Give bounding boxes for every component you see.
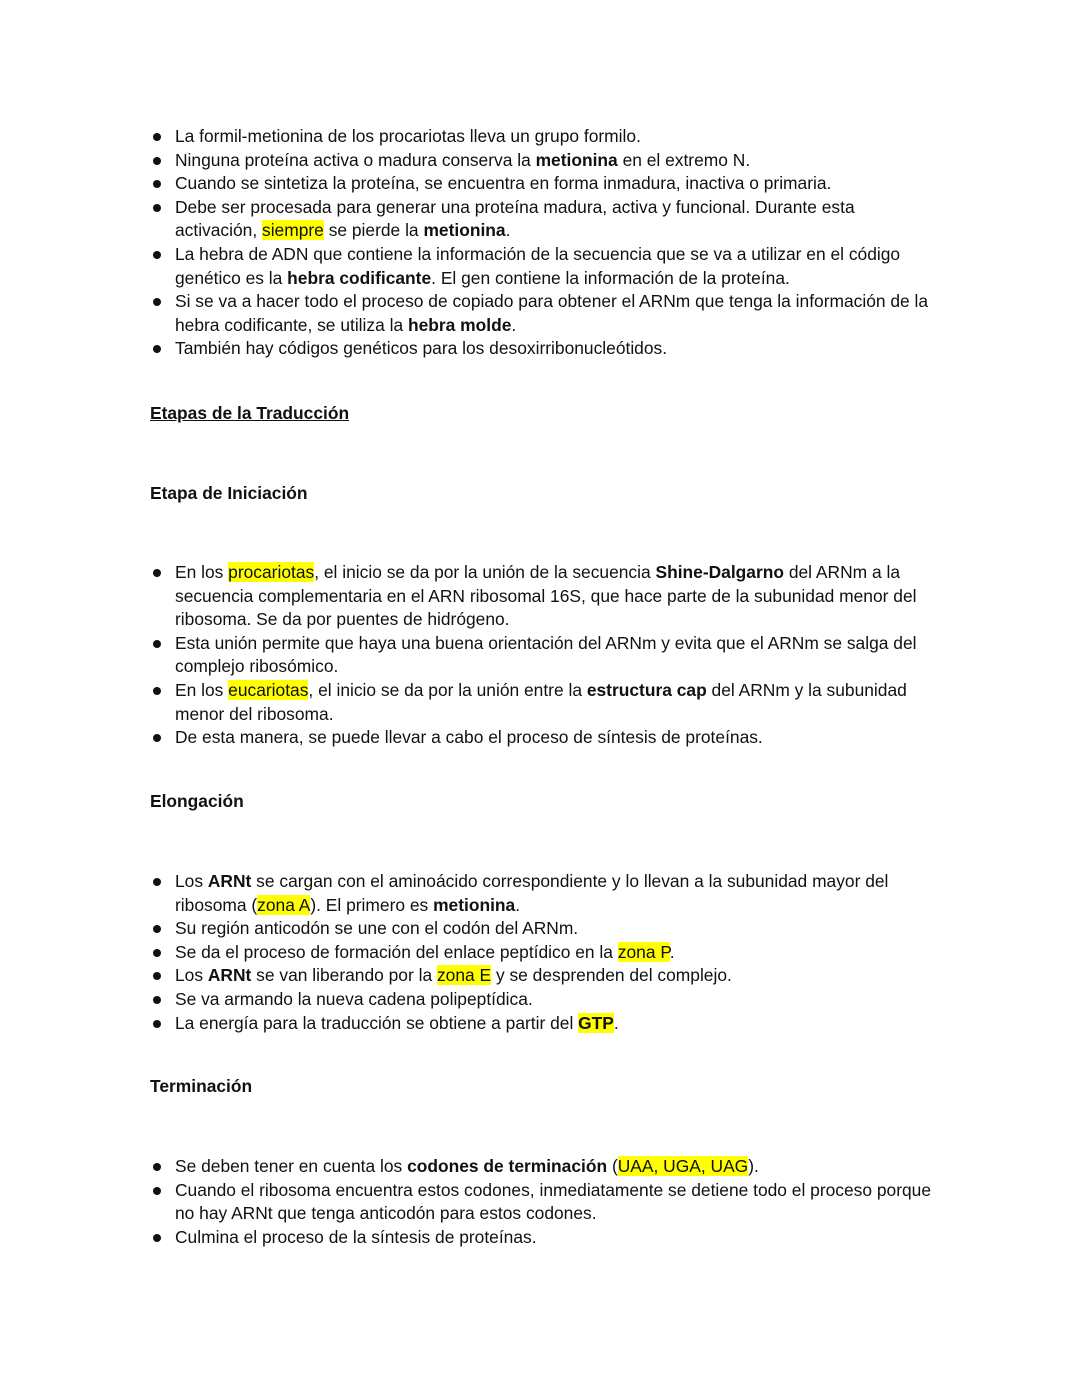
highlighted-text: procariotas xyxy=(228,562,315,582)
text-run: Culmina el proceso de la síntesis de proteínas. xyxy=(175,1226,537,1247)
text-run: . xyxy=(669,941,675,962)
highlighted-text: UAA, UGA, UAG xyxy=(617,1156,749,1176)
list-item xyxy=(150,870,940,917)
list-item xyxy=(150,726,940,750)
text-run: ). El primero es xyxy=(310,894,434,915)
iniciacion-bullet-list xyxy=(150,561,940,750)
text-run: , el inicio se da por la unión de la secuencia xyxy=(314,562,656,582)
text-run: se cargan con el aminoácido correspondiente y lo llevan a la subunidad mayor del ribosoma ( xyxy=(175,871,889,915)
bold-text: Shine-Dalgarno xyxy=(655,562,784,582)
text-run: La formil-metionina de los procariotas lleva un grupo formilo. xyxy=(175,126,641,146)
highlighted-text: zona E xyxy=(436,965,492,986)
list-item xyxy=(150,632,940,679)
text-run: Los xyxy=(175,871,208,891)
terminacion-heading: Terminación xyxy=(150,1076,253,1096)
text-run: del ARNm a la secuencia complementaria en el ARN ribosomal 16S, que hace parte de la subunidad menor del ribosoma. Se da por puentes de hidrógeno. xyxy=(175,562,917,630)
list-item xyxy=(150,172,940,196)
bullet-icon xyxy=(153,180,161,188)
bullet-icon xyxy=(153,878,161,886)
list-item xyxy=(150,1012,940,1036)
list-item xyxy=(150,561,940,632)
text-run: Se va armando la nueva cadena polipeptídica. xyxy=(175,988,533,1009)
bullet-icon xyxy=(153,949,161,957)
list-item xyxy=(150,679,940,726)
bullet-icon xyxy=(153,972,161,980)
list-item xyxy=(150,1155,940,1179)
text-run: en el extremo N. xyxy=(617,149,751,170)
text-run: se pierde la xyxy=(323,220,424,241)
text-run: Su región anticodón se une con el codón del ARNm. xyxy=(175,918,579,939)
bold-text: estructura cap xyxy=(586,679,707,700)
bullet-icon xyxy=(153,569,161,577)
list-item xyxy=(150,1179,940,1226)
text-run: . xyxy=(515,894,521,915)
text-run: Esta unión permite que haya una buena orientación del ARNm y evita que el ARNm se salga del complejo ribosómico. xyxy=(175,632,917,677)
list-item xyxy=(150,917,940,941)
text-run: Se da el proceso de formación del enlace peptídico en la xyxy=(175,941,618,962)
bold-text: ARNt xyxy=(207,965,252,986)
intro-bullet-list xyxy=(150,125,940,361)
list-item xyxy=(150,337,940,361)
bullet-icon xyxy=(153,298,161,306)
text-run: De esta manera, se puede llevar a cabo el proceso de síntesis de proteínas. xyxy=(175,727,763,748)
text-run: La hebra de ADN que contiene la información de la secuencia que se va a utilizar en el código genético es la xyxy=(175,243,901,288)
list-item xyxy=(150,243,940,290)
highlighted-text: siempre xyxy=(262,220,324,241)
bullet-icon xyxy=(153,1163,161,1171)
bold-text: hebra molde xyxy=(407,314,512,335)
main-heading: Etapas de la Traducción xyxy=(150,403,350,423)
highlighted-text: zona A xyxy=(257,894,311,915)
text-run: , el inicio se da por la unión entre la xyxy=(308,679,587,700)
text-run: Si se va a hacer todo el proceso de copiado para obtener el ARNm que tenga la información de la hebra codificante, se utiliza la xyxy=(175,291,929,335)
iniciacion-heading: Etapa de Iniciación xyxy=(150,483,308,503)
text-run: ). xyxy=(748,1156,759,1176)
text-run: . xyxy=(511,314,517,335)
text-run: Cuando se sintetiza la proteína, se encuentra en forma inmadura, inactiva o primaria. xyxy=(175,173,832,194)
text-run: . El gen contiene la información de la proteína. xyxy=(431,267,790,288)
bold-text: hebra codificante xyxy=(287,267,432,288)
list-item xyxy=(150,988,940,1012)
text-run: . xyxy=(505,220,511,241)
bullet-icon xyxy=(153,345,161,353)
text-run: y se desprenden del complejo. xyxy=(491,965,732,986)
bullet-icon xyxy=(153,157,161,165)
terminacion-bullet-list xyxy=(150,1155,940,1249)
list-item xyxy=(150,1226,940,1250)
bullet-icon xyxy=(153,1234,161,1242)
bullet-icon xyxy=(153,925,161,933)
elongacion-heading: Elongación xyxy=(150,791,244,811)
bullet-icon xyxy=(153,734,161,742)
bold-text: codones de terminación xyxy=(407,1156,608,1176)
text-run: En los xyxy=(175,562,229,582)
list-item xyxy=(150,941,940,965)
text-run: También hay códigos genéticos para los desoxirribonucleótidos. xyxy=(175,338,668,359)
text-run: . xyxy=(613,1012,619,1033)
text-run: Se deben tener en cuenta los xyxy=(175,1156,408,1176)
list-item xyxy=(150,964,940,988)
bullet-icon xyxy=(153,996,161,1004)
list-item xyxy=(150,125,940,149)
text-run: del ARNm y la subunidad menor del ribosoma. xyxy=(175,679,907,724)
text-run: Los xyxy=(175,965,208,986)
text-run: Ninguna proteína activa o madura conserva la xyxy=(175,149,536,170)
bullet-icon xyxy=(153,1020,161,1028)
bullet-icon xyxy=(153,640,161,648)
bold-text: metionina xyxy=(535,149,618,170)
list-item xyxy=(150,149,940,173)
bold-text: metionina xyxy=(423,220,506,241)
bullet-icon xyxy=(153,251,161,259)
text-run: Cuando el ribosoma encuentra estos codones, inmediatamente se detiene todo el proceso porque no hay ARNt que tenga anticodón para estos codones. xyxy=(175,1179,932,1224)
highlighted-text: zona P xyxy=(617,941,670,962)
bold-text: metionina xyxy=(433,894,516,915)
bullet-icon xyxy=(153,133,161,141)
text-run: se van liberando por la xyxy=(251,965,437,986)
text-run: Debe ser procesada para generar una proteína madura, activa y funcional. Durante esta activación, xyxy=(175,196,855,241)
bullet-icon xyxy=(153,1187,161,1195)
bullet-icon xyxy=(153,687,161,695)
text-run: La energía para la traducción se obtiene a partir del xyxy=(175,1012,579,1033)
list-item xyxy=(150,196,940,243)
highlighted-text: GTP xyxy=(578,1012,614,1033)
text-run: En los xyxy=(175,679,229,700)
list-item xyxy=(150,290,940,337)
bullet-icon xyxy=(153,204,161,212)
bold-text: ARNt xyxy=(207,871,252,891)
text-run: ( xyxy=(607,1156,618,1176)
elongacion-bullet-list xyxy=(150,870,940,1035)
highlighted-text: eucariotas xyxy=(228,679,309,700)
